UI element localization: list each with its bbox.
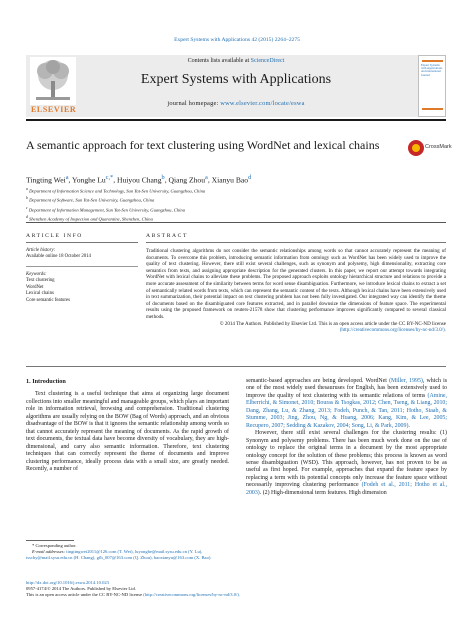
affil-text: Department of Information Management, Sun Yat-Sen University, Guangzhou, China	[28, 207, 185, 213]
cover-words: Expert Systems with Applications An International Journal	[421, 63, 443, 77]
journal-title: Expert Systems with Applications	[140, 72, 332, 87]
intro-paragraph: Text clustering is a useful technique that aims at organizing large document collections into smaller meaningful and manageable groups, which plays an important role in information retrieval, browsing and comprehension. Traditional clustering algorithms are usually relying on the BOW (Bag of Words) approach, and an obvious disadvantage of the BOW is that it ignores the semantic relationship among words so that cannot accurately represent the meaning of documents. As the rapid growth of text documents, the textual data have become diversity of vocabulary, they are high-dimensional, and carry also semantic information. Therefore, text clustering techniques that can correctly represent the theme of documents and improve clustering performance, ideally process data with a small size, are greatly needed. Recently, a number of	[26, 391, 230, 472]
section-heading-introduction: 1. Introduction	[26, 378, 66, 385]
author-name: Qiang Zhou	[168, 175, 205, 185]
article-history	[26, 248, 91, 261]
author-affil-sup[interactable]: b	[161, 174, 165, 181]
journal-homepage	[26, 100, 446, 107]
keywords-block	[26, 272, 70, 304]
paragraph-text: . (2) High-dimensional term features. High dimension	[259, 489, 387, 496]
license-link[interactable]: (http://creativecommons.org/licenses/by-nc-nd/3.0/).	[339, 327, 446, 334]
cover-stripe-bottom	[422, 108, 443, 110]
affil-sup: b	[26, 196, 28, 201]
author-affil-sup[interactable]: a	[65, 174, 69, 181]
sciencedirect-link[interactable]: ScienceDirect	[250, 58, 285, 64]
abstract-heading: ABSTRACT	[146, 233, 189, 239]
article-info-divider	[26, 266, 138, 267]
copyright-text: © 2014 The Authors. Published by Elsevier Ltd. This is an open access article under the CC BY-NC-ND license	[219, 320, 446, 327]
abstract-end-rule	[26, 366, 446, 367]
keyword: WordNet	[26, 284, 44, 290]
author-affil-sup[interactable]: c,*	[105, 174, 114, 181]
homepage-prefix: journal homepage:	[167, 100, 221, 107]
keyword: Text clustering	[26, 278, 55, 284]
issn-line: 0957-4174/© 2014 The Authors. Published by Elsevier Ltd.	[26, 586, 136, 591]
article-info-heading: ARTICLE INFO	[26, 233, 83, 239]
paragraph-text: However, there still exist several challenges for the clustering results: (1) Synonym and polysemy problems. There has been much work done on the use of ontology to replace the original terms in a document by the most appropriate ontology concept for the solution of these problems; this process is known as word sense disambiguation (WSD). This approach, however, has not proven to be as useful as first hoped. For example, approaches that expand the feature space by replacing a term with its potential concepts only increase the feature space without necessarily improving clustering performance	[246, 430, 447, 489]
bottom-info	[26, 580, 240, 598]
keywords-label: Keywords:	[26, 272, 47, 277]
footnote	[26, 543, 229, 561]
license-prefix: This is an open access article under the CC BY-NC-ND license	[26, 592, 144, 597]
affil-text: Department of Information Science and Technology, Sun Yat-Sen University, Guangzhou, China	[29, 188, 206, 194]
paragraph-text: , which is one of the most widely used thesauruses for English, has been extensively used to improve the quality of text clustering with its semantic relations of terms	[246, 378, 448, 399]
affil-sup: a	[26, 187, 28, 191]
doi-link[interactable]: http://dx.doi.org/10.1016/j.eswa.2014.10.023	[26, 580, 109, 585]
cover-stripe	[422, 60, 443, 62]
corresponding-author-note: * Corresponding author.	[32, 543, 77, 548]
citation-link[interactable]: (Amine, Elberrichi, & Simonet, 2010; Bouras & Tsogkas, 2012; Chen, Tseng, & Liang, 2010; Dang, Zhang, Lu, & Zhang, 2013; Fodeh, Punch, & Tan, 2011; Hotho, Staab, & Stumme, 2003; Jing, Zhou, Ng, & Huang, 2006; Kang, Kim, & Lee, 2005; Recupero, 2007; Sedding & Kazakov, 2004; Song, Li, & Park, 2009)	[246, 392, 447, 429]
author-affil-sup[interactable]: d	[248, 174, 252, 181]
history-label: Article history:	[26, 248, 56, 253]
email-label: E-mail addresses:	[32, 549, 67, 554]
author-name: Yonghe Lu	[72, 175, 106, 185]
email-links[interactable]: tingtingwei2011@126.com (T. Wei), luyonghe@mail.sysu.edu.cn (Y. Lu), isschy@mail.sysu.edu.cn (H. Chang), gfh_007@163.com (Q. Zhou), baoxianyu@163.com (X. Bao).	[26, 549, 212, 560]
affiliation	[26, 186, 205, 195]
running-head[interactable]: Expert Systems with Applications 42 (2015) 2264–2275	[174, 37, 300, 43]
abstract-text: Traditional clustering algorithms do not consider the semantic relationships among words so that cannot accurately represent the meaning of documents. To overcome this problem, introducing semantic information from ontology such as WordNet has been widely used to improve the quality of text clustering. However, there still exist several challenges, such as synonym and polysemy, high dimensionality, extracting core semantics from texts, and assigning appropriate description for the generated clusters. In this paper, we report our attempt towards integrating WordNet with lexical chains to alleviate these problems. The proposed approach exploits ontology hierarchical structure and relations to provide a more accurate assessment of the similarity between terms for word sense disambiguation. Furthermore, we introduce lexical chains to extract a set of semantically related words from texts, which can represent the semantic content of the texts. Although lexical chains have been extensively used in text summarization, their potential impact on text clustering problem has not been fully investigated. Our integrated way can identify the theme of documents based on the disambiguated core features extracted, and in parallel downsize the dimensions of feature space. The experimental results using the proposed framework on reuters-21578 show that clustering performance improves significantly compared to several classical methods.	[146, 248, 446, 320]
history-value: Available online 18 October 2014	[26, 254, 91, 260]
abstract-body	[146, 248, 446, 334]
right-column	[246, 378, 447, 497]
author-name: Huiyou Chang	[117, 175, 162, 185]
banner-rule	[26, 119, 446, 121]
author-name: Xianyu Bao	[211, 175, 249, 185]
keyword: Lexical chains	[26, 291, 54, 297]
affil-text: Department of Software, Sun Yat-Sen University, Guangzhou, China	[29, 197, 155, 203]
header-rule	[26, 222, 446, 223]
affiliation	[26, 195, 205, 204]
article-title: A semantic approach for text clustering using WordNet and lexical chains	[26, 138, 380, 152]
paragraph-text: .	[408, 422, 410, 429]
affiliation	[26, 205, 205, 214]
left-column	[26, 378, 229, 473]
affil-sup: c	[26, 205, 28, 210]
footnote-rule	[26, 540, 74, 541]
affiliations	[26, 186, 205, 223]
author-list: Tingting Wei$^a$, Yonghe $Lu^{c,*}$, Huiyou Chang$^b$, Qiang Zhou$^a$, Xianyu Bao$^d$	[26, 174, 252, 185]
homepage-link[interactable]: www.elsevier.com/locate/eswa	[220, 100, 305, 107]
contents-line	[26, 58, 446, 64]
challenges-paragraph	[246, 430, 447, 497]
abstract-copyright	[146, 321, 446, 334]
citation-link[interactable]: (Miller, 1995)	[389, 378, 423, 384]
license-link-bottom[interactable]: (http://creativecommons.org/licenses/by-nc-nd/3.0/).	[143, 592, 240, 597]
abstract-rule	[146, 242, 446, 243]
citation-link[interactable]: (Fodeh et al., 2011; Hotho et al., 2003)	[246, 482, 447, 496]
crossmark-label: CrossMark	[425, 144, 452, 150]
crossmark-icon-center	[412, 144, 420, 152]
contents-prefix: Contents lists available at	[187, 58, 251, 64]
elsevier-wordmark: ELSEVIER	[31, 105, 77, 114]
email-note	[26, 549, 229, 561]
journal-cover-thumbnail	[418, 55, 446, 117]
journal-banner	[26, 55, 446, 117]
affil-sup: d	[26, 214, 28, 219]
author-name: Tingting Wei	[26, 175, 66, 185]
author-affil-sup[interactable]: a	[205, 174, 208, 181]
article-info-rule	[26, 242, 138, 243]
license-line	[26, 592, 240, 598]
keyword: Core semantic features	[26, 297, 70, 303]
affil-text: Shenzhen Academy of Inspection and Quarantine, Shenzhen, China	[29, 216, 153, 222]
paragraph-text: semantic-based approaches are being developed. WordNet	[246, 378, 390, 384]
crossmark-badge[interactable]	[408, 140, 452, 160]
intro-paragraph-continued	[246, 378, 447, 430]
